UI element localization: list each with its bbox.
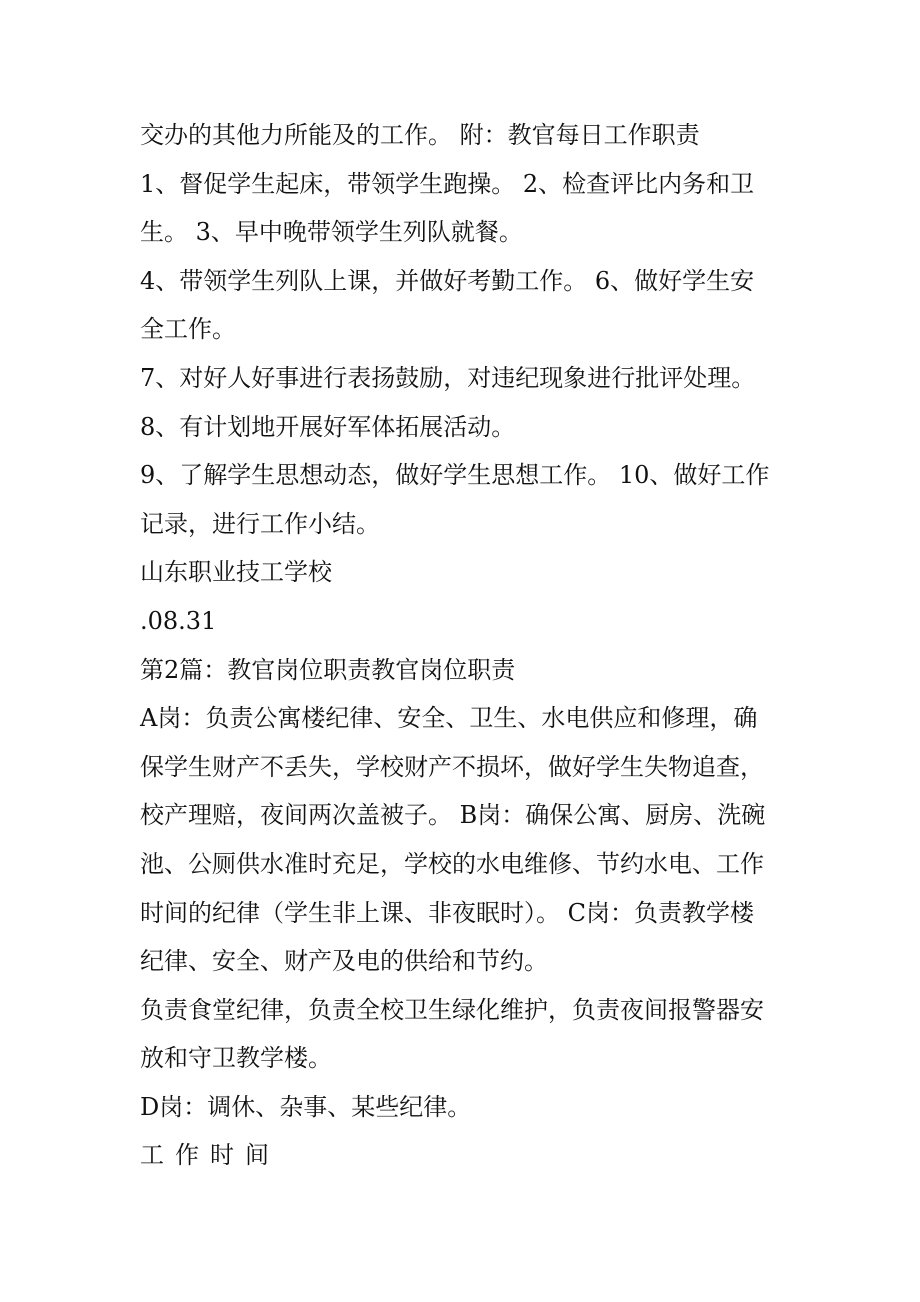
text-line: 负责食堂纪律，负责全校卫生绿化维护，负责夜间报警器安 [140,995,764,1024]
text-line: 记录，进行工作小结。 [140,509,380,538]
text-line: 池、公厕供水准时充足，学校的水电维修、节约水电、工作 [140,849,764,878]
text-line: 保学生财产不丢失，学校财产不损坏，做好学生失物追查， [140,752,764,781]
text-line: 1、督促学生起床，带领学生跑操。 2、检查评比内务和卫 [140,169,755,198]
text-line: 9、了解学生思想动态，做好学生思想工作。 10、做好工作 [140,461,770,490]
text-line: 4、带领学生列队上课，并做好考勤工作。 6、做好学生安 [140,266,755,295]
text-line: 8、有计划地开展好军体拓展活动。 [140,412,516,441]
document-body [140,111,840,1180]
text-line: 交办的其他力所能及的工作。 附：教官每日工作职责 [140,121,700,149]
text-line: 校产理赔，夜间两次盖被子。 B岗：确保公寓、厨房、洗碗 [140,801,766,830]
text-line: 生。 3、早中晚带领学生列队就餐。 [140,218,523,247]
section-heading: 第2篇：教官岗位职责教官岗位职责 [140,655,516,684]
school-name: 山东职业技工学校 [140,558,332,587]
text-line: 放和守卫教学楼。 [140,1044,332,1073]
text-line: 全工作。 [140,315,236,344]
text-line: 7、对好人好事进行表扬鼓励，对违纪现象进行批评处理。 [140,363,756,392]
work-time-heading: 工作时间 [140,1141,280,1170]
text-line: A岗：负责公寓楼纪律、安全、卫生、水电供应和修理，确 [140,704,758,733]
text-line: D岗：调休、杂事、某些纪律。 [140,1092,472,1121]
text-line: 时间的纪律（学生非上课、非夜眠时）。 C岗：负责教学楼 [140,898,754,927]
date-line: .08.31 [140,606,217,635]
text-line: 纪律、安全、财产及电的供给和节约。 [140,947,548,976]
